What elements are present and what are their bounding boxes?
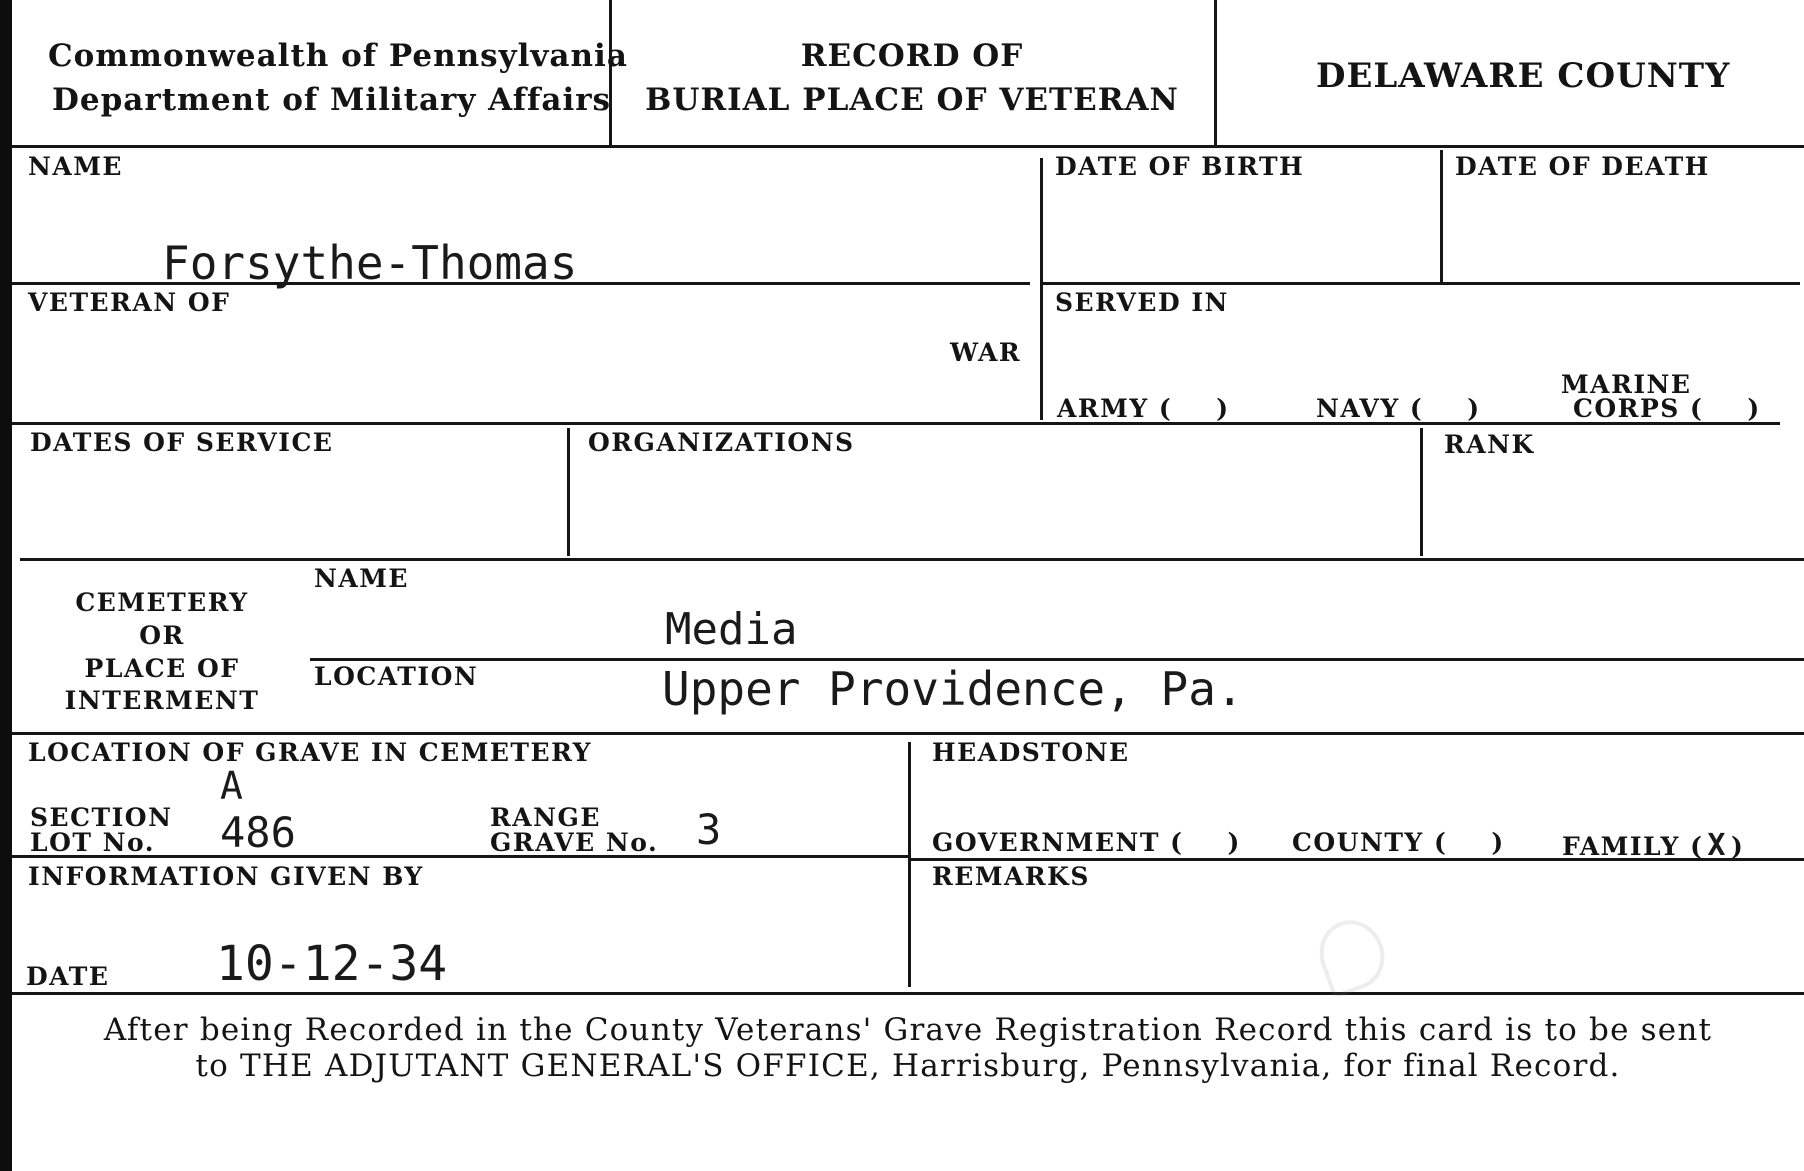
form-title-line1: RECORD OF <box>800 38 1024 74</box>
label-rank: RANK <box>1444 430 1535 459</box>
label-lot-no: LOT No. <box>30 828 155 857</box>
footer-instruction-line1: After being Recorded in the County Veterans' Grave Registration Record this card is to be sent <box>103 1012 1713 1048</box>
label-county: COUNTY ( <box>1292 828 1448 857</box>
marine-close-paren: ) <box>1747 394 1761 423</box>
label-grave-no: GRAVE No. <box>490 828 659 857</box>
card-left-edge <box>0 0 12 1171</box>
rule-cemetery-name <box>310 658 1804 661</box>
navy-checkbox[interactable] <box>1316 394 1481 423</box>
rule-info-bottom <box>12 992 1804 995</box>
family-checkbox[interactable] <box>1562 828 1744 863</box>
section-value: A <box>220 764 243 808</box>
rule-service-bottom <box>20 558 1804 561</box>
rule-header-bottom <box>12 145 1804 148</box>
rule-org-rank-div <box>1420 428 1423 556</box>
label-organizations: ORGANIZATIONS <box>588 428 855 457</box>
county-close-paren: ) <box>1491 828 1505 857</box>
grave-no-value: 3 <box>696 805 722 854</box>
label-war: WAR <box>950 338 1022 367</box>
agency-line2: Department of Military Affairs <box>52 82 612 118</box>
family-check-mark: X <box>1707 828 1727 863</box>
label-navy: NAVY ( <box>1316 394 1424 423</box>
family-close-paren: ) <box>1730 832 1745 861</box>
form-title-line2: BURIAL PLACE OF VETERAN <box>645 82 1179 118</box>
county-checkbox[interactable] <box>1292 828 1505 857</box>
date-value: 10-12-34 <box>216 936 448 992</box>
label-location-of-grave: LOCATION OF GRAVE IN CEMETERY <box>28 738 592 767</box>
rule-grave-headstone-div <box>908 742 911 987</box>
rule-name-birth-div <box>1040 158 1043 420</box>
rule-birth-death-div <box>1440 150 1443 284</box>
leaf-watermark-icon <box>1310 911 1394 999</box>
rule-service-org-div <box>567 428 570 556</box>
label-cemetery-l3: PLACE OF <box>84 654 240 683</box>
label-cemetery-name: NAME <box>314 564 409 593</box>
rule-header-div2 <box>1214 0 1217 147</box>
army-checkbox[interactable] <box>1057 394 1230 423</box>
rule-veteran-bottom <box>12 422 1780 425</box>
label-information-given-by: INFORMATION GIVEN BY <box>28 862 424 891</box>
label-served-in: SERVED IN <box>1055 288 1229 317</box>
government-checkbox[interactable] <box>932 828 1241 857</box>
label-date-of-birth: DATE OF BIRTH <box>1055 152 1305 181</box>
marine-corps-checkbox[interactable] <box>1573 394 1761 423</box>
label-marine-corps: CORPS ( <box>1573 394 1704 423</box>
label-dates-of-service: DATES OF SERVICE <box>30 428 334 457</box>
rule-cemetery-bottom <box>12 732 1804 735</box>
label-army: ARMY ( <box>1057 394 1173 423</box>
label-name: NAME <box>28 152 123 181</box>
label-section: SECTION <box>30 803 173 832</box>
label-range: RANGE <box>490 803 601 832</box>
lot-no-value: 486 <box>220 808 296 857</box>
label-veteran-of: VETERAN OF <box>28 288 231 317</box>
label-date-of-death: DATE OF DEATH <box>1455 152 1710 181</box>
veteran-name-value: Forsythe-Thomas <box>162 236 578 290</box>
county-title: DELAWARE COUNTY <box>1316 56 1731 96</box>
label-cemetery-l1: CEMETERY <box>75 588 249 617</box>
label-cemetery-l2: OR <box>139 621 185 650</box>
label-headstone: HEADSTONE <box>932 738 1130 767</box>
label-government: GOVERNMENT ( <box>932 828 1184 857</box>
cemetery-location-value: Upper Providence, Pa. <box>662 662 1244 716</box>
navy-close-paren: ) <box>1467 394 1481 423</box>
label-marine: MARINE <box>1561 370 1692 399</box>
footer-instruction-line2: to THE ADJUTANT GENERAL'S OFFICE, Harrisburg, Pennsylvania, for final Record. <box>195 1048 1621 1084</box>
rule-dates-bottom <box>1040 282 1800 285</box>
label-remarks: REMARKS <box>932 862 1090 891</box>
cemetery-name-value: Media <box>665 604 798 655</box>
army-close-paren: ) <box>1216 394 1230 423</box>
agency-line1: Commonwealth of Pennsylvania <box>48 38 628 74</box>
label-family: FAMILY ( <box>1562 832 1704 861</box>
government-close-paren: ) <box>1227 828 1241 857</box>
label-cemetery-l4: INTERMENT <box>64 686 260 715</box>
label-date: DATE <box>26 962 110 991</box>
label-cemetery-location: LOCATION <box>314 662 479 691</box>
